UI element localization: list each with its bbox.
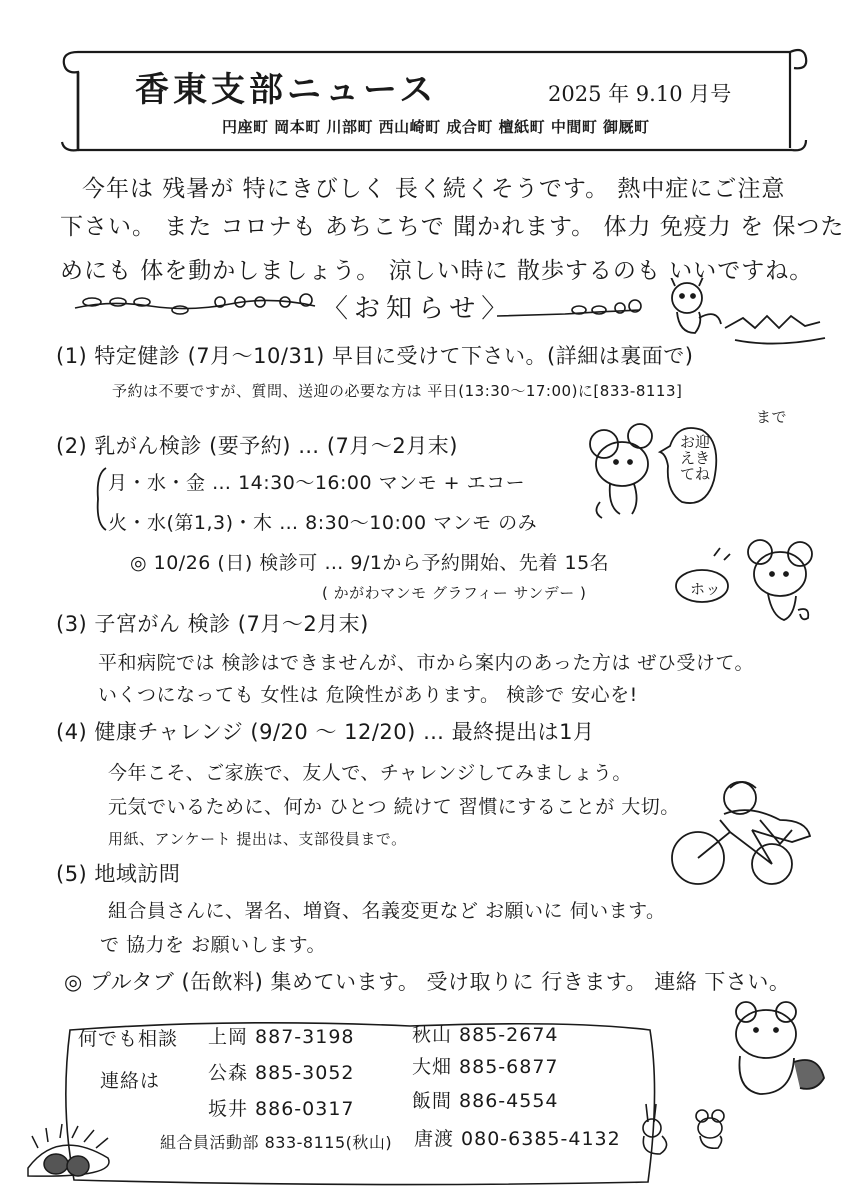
contact-activity-dept: 組合員活動部 833-8115(秋山): [160, 1133, 393, 1152]
newsletter-title: 香東支部ニュース: [135, 70, 438, 110]
section-1-line-1: 予約は不要ですが、質問、送迎の必要な方は 平日(13:30〜17:00)に[833-8113]: [112, 382, 683, 400]
contact-kamioka: 上岡 887-3198: [208, 1026, 355, 1048]
vine-decoration-right: [495, 296, 645, 326]
section-1-heading: (1) 特定健診 (7月〜10/31) 早目に受けて下さい。(詳細は裏面で): [56, 344, 694, 368]
section-4-heading: (4) 健康チャレンジ (9/20 〜 12/20) … 最終提出は1月: [56, 720, 595, 744]
section-3-line-2: いくつになっても 女性は 危険性があります。 検診で 安心を!: [98, 684, 638, 706]
contact-iima: 飯間 886-4554: [412, 1090, 559, 1112]
issue-label: 2025 年 9.10 月号: [548, 82, 732, 106]
contact-akiyama: 秋山 885-2674: [412, 1024, 559, 1046]
town-list: 円座町 岡本町 川部町 西山崎町 成合町 檀紙町 中間町 御厩町: [222, 118, 650, 136]
speech-bubble-text: お迎えきてね: [680, 433, 711, 483]
section-4-line-2: 元気でいるために、何か ひとつ 続けて 習慣にすることが 大切。: [108, 796, 680, 818]
section-2-line-3: ◎ 10/26 (日) 検診可 … 9/1から予約開始、先着 15名: [130, 552, 610, 574]
contact-kimori: 公森 885-3052: [208, 1062, 355, 1084]
section-5-line-2: で 協力を お願いします。: [100, 934, 327, 956]
rabbit-and-mouse-illustration: [632, 1100, 742, 1160]
section-3-line-1: 平和病院では 検診はできませんが、市から案内のあった方は ぜひ受けて。: [98, 652, 755, 674]
section-4-line-1: 今年こそ、ご家族で、友人で、チャレンジしてみましょう。: [108, 762, 632, 784]
section-1-line-2: まで: [756, 408, 788, 426]
section-2-heading: (2) 乳がん検診 (要予約) … (7月〜2月末): [56, 434, 458, 458]
chestnut-illustration: [18, 1108, 138, 1188]
contact-label-consult: 何でも相談: [78, 1028, 179, 1050]
pulltab-notice: ◎ プルタブ (缶飲料) 集めています。 受け取りに 行きます。 連絡 下さい。: [64, 970, 791, 994]
contact-karato: 唐渡 080-6385-4132: [414, 1128, 621, 1150]
section-4-line-3: 用紙、アンケート 提出は、支部役員まで。: [108, 830, 407, 848]
notice-heading: 〈お知らせ〉: [322, 294, 514, 324]
contact-label-reach: 連絡は: [100, 1070, 161, 1092]
intro-line-2: 下さい。 また コロナも あちこちで 聞かれます。 体力 免疫力 を 保つた: [60, 214, 845, 240]
bracket-mark: [94, 464, 110, 534]
section-2-line-4: ( かがわマンモ グラフィー サンデー ): [322, 584, 587, 602]
section-2-line-1: 月・水・金 … 14:30〜16:00 マンモ + エコー: [108, 472, 526, 494]
contact-sakai: 坂井 886-0317: [208, 1098, 355, 1120]
section-5-heading: (5) 地域訪問: [56, 862, 181, 886]
intro-line-3: めにも 体を動かしましょう。 涼しい時に 散歩するのも いいですね。: [60, 258, 814, 284]
vine-decoration-left: [70, 290, 320, 320]
section-3-heading: (3) 子宮がん 検診 (7月〜2月末): [56, 612, 369, 636]
contact-ohata: 大畑 885-6877: [412, 1056, 559, 1078]
bear-illustration: [720, 998, 830, 1098]
hot-exclamation: ホッ: [690, 580, 722, 598]
section-2-line-2: 火・水(第1,3)・木 … 8:30〜10:00 マンモ のみ: [108, 512, 538, 534]
cyclist-illustration: [660, 780, 830, 890]
section-5-line-1: 組合員さんに、署名、増資、名義変更など お願いに 伺います。: [108, 900, 666, 922]
intro-line-1: 今年は 残暑が 特にきびしく 長く続くそうです。 熱中症にご注意: [82, 176, 786, 202]
